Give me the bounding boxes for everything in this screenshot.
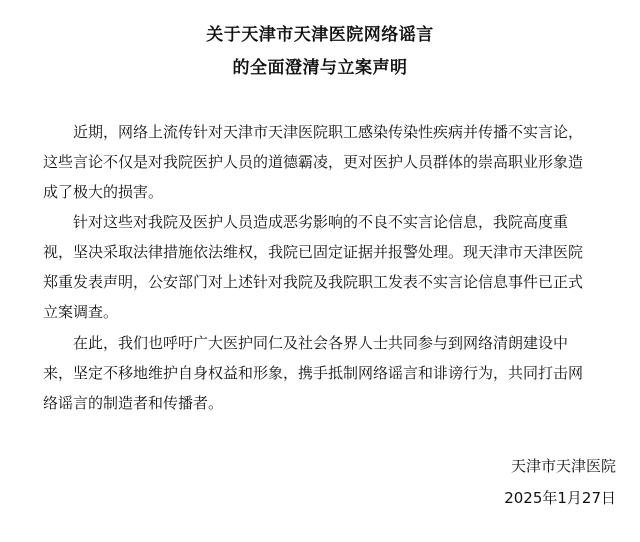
paragraph-1-line-3: 成了极大的损害。: [43, 183, 164, 201]
paragraph-2-line-3: 郑重发表声明，公安部门对上述针对我院及我院职工发表不实言论信息事件已正式: [43, 273, 584, 291]
paragraph-3-line-3: 络谣言的制造者和传播者。: [43, 394, 224, 412]
paragraph-2-line-4: 立案调查。: [43, 303, 119, 321]
paragraph-1-line-2: 这些言论不仅是对我院医护人员的道德霸凌，更对医护人员群体的崇高职业形象造: [43, 153, 584, 171]
paragraph-3: [43, 328, 615, 418]
paragraph-2-line-1: 针对这些对我院及医护人员造成恶劣影响的不良不实言论信息，我院高度重: [73, 213, 569, 231]
document-title-line-1: 关于天津市天津医院网络谣言: [206, 25, 434, 45]
paragraph-3-line-1: 在此，我们也呼吁广大医护同仁及社会各界人士共同参与到网络清朗建设中: [73, 334, 569, 352]
document-title-line-2: 的全面澄清与立案声明: [232, 58, 408, 78]
paragraph-2: [43, 207, 615, 327]
paragraph-3-line-2: 来，坚定不移地维护自身权益和形象，携手抵制网络谣言和诽谤行为，共同打击网: [43, 364, 584, 382]
paragraph-1-line-1: 近期，网络上流传针对天津市天津医院职工感染传染性疾病并传播不实言论，: [73, 123, 584, 141]
paragraph-1: [43, 117, 615, 207]
signature-organization: 天津市天津医院: [510, 457, 616, 475]
paragraph-2-line-2: 视，坚决采取法律措施依法维权，我院已固定证据并报警处理。现天津市天津医院: [43, 243, 584, 261]
signature-date: 2025年1月27日: [504, 489, 616, 507]
